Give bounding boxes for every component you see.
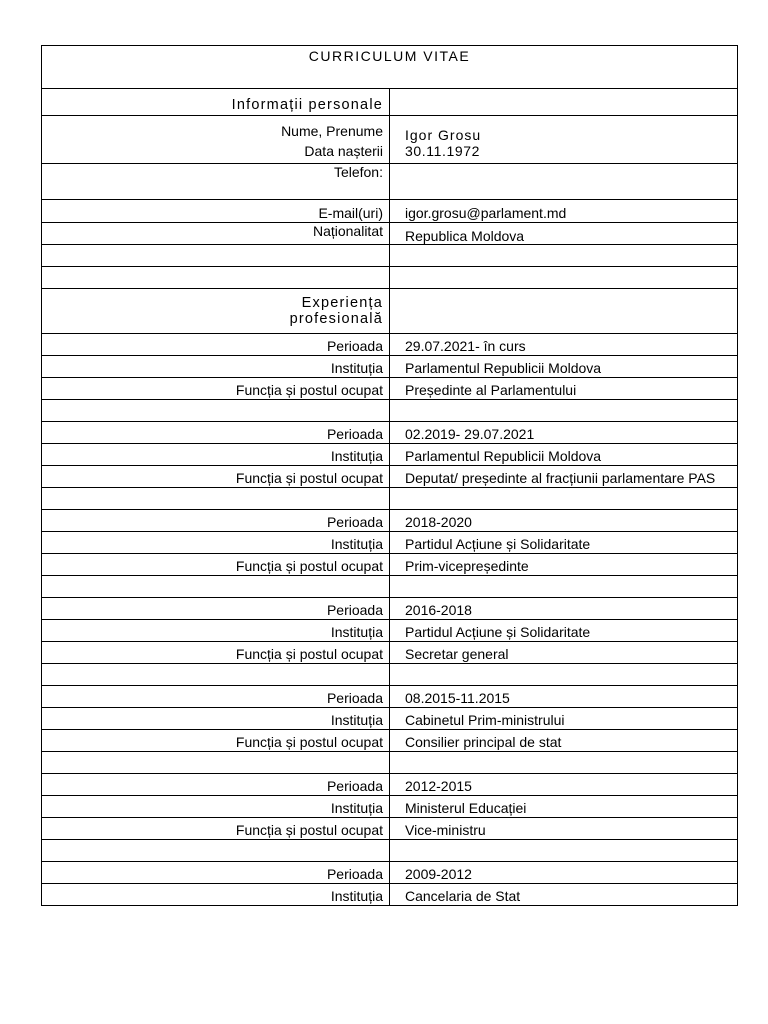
personal-heading: Informații personale (42, 89, 390, 116)
period-label: Perioada (42, 510, 390, 532)
institution-row (42, 796, 738, 818)
period-value: 2012-2015 (390, 774, 738, 796)
institution-label: Instituția (42, 708, 390, 730)
period-value: 2009-2012 (390, 862, 738, 884)
institution-label: Instituția (42, 532, 390, 554)
period-row (42, 598, 738, 620)
blank-row (42, 245, 738, 267)
institution-label: Instituția (42, 884, 390, 906)
function-label: Funcția și postul ocupat (42, 730, 390, 752)
function-value: Prim-vicepreședinte (390, 554, 738, 576)
name-birth-values (390, 116, 738, 164)
period-label: Perioada (42, 422, 390, 444)
phone-label: Telefon: (42, 164, 390, 200)
institution-value: Parlamentul Republicii Moldova (390, 356, 738, 378)
email-row (42, 200, 738, 223)
blank-row (42, 576, 738, 598)
function-row (42, 554, 738, 576)
period-value: 2016-2018 (390, 598, 738, 620)
phone-value (390, 164, 738, 200)
function-row (42, 378, 738, 400)
function-label: Funcția și postul ocupat (42, 466, 390, 488)
institution-row (42, 356, 738, 378)
blank-row (42, 752, 738, 774)
period-label: Perioada (42, 686, 390, 708)
period-label: Perioada (42, 862, 390, 884)
period-row (42, 334, 738, 356)
experience-heading (42, 289, 390, 334)
name-value: Igor Grosu (405, 127, 482, 143)
period-value: 02.2019- 29.07.2021 (390, 422, 738, 444)
period-row (42, 774, 738, 796)
institution-row (42, 708, 738, 730)
institution-value: Parlamentul Republicii Moldova (390, 444, 738, 466)
period-label: Perioada (42, 334, 390, 356)
function-value: Secretar general (390, 642, 738, 664)
experience-heading-line1: Experiența (301, 295, 383, 311)
institution-label: Instituția (42, 796, 390, 818)
nationality-value: Republica Moldova (390, 223, 738, 245)
nationality-row (42, 223, 738, 245)
name-label: Nume, Prenume (281, 123, 383, 139)
institution-row (42, 532, 738, 554)
nationality-label: Naționalitat (42, 223, 390, 245)
institution-row (42, 884, 738, 906)
title-row (42, 46, 738, 89)
blank-row (42, 664, 738, 686)
period-value: 08.2015-11.2015 (390, 686, 738, 708)
function-label: Funcția și postul ocupat (42, 378, 390, 400)
experience-heading-line2: profesională (289, 311, 383, 327)
period-label: Perioada (42, 598, 390, 620)
period-value: 2018-2020 (390, 510, 738, 532)
institution-value: Partidul Acțiune și Solidaritate (390, 532, 738, 554)
institution-value: Cancelaria de Stat (390, 884, 738, 906)
period-row (42, 862, 738, 884)
cv-title: CURRICULUM VITAE (42, 46, 738, 89)
institution-label: Instituția (42, 356, 390, 378)
institution-label: Instituția (42, 620, 390, 642)
birth-value: 30.11.1972 (405, 143, 481, 159)
phone-row (42, 164, 738, 200)
period-row (42, 510, 738, 532)
blank-row (42, 267, 738, 289)
institution-row (42, 620, 738, 642)
function-row (42, 642, 738, 664)
function-row (42, 818, 738, 840)
period-row (42, 686, 738, 708)
period-value: 29.07.2021- în curs (390, 334, 738, 356)
email-value: igor.grosu@parlament.md (390, 200, 738, 223)
function-value: Consilier principal de stat (390, 730, 738, 752)
function-row (42, 466, 738, 488)
name-birth-row (42, 116, 738, 164)
cv-table (41, 45, 738, 906)
function-label: Funcția și postul ocupat (42, 818, 390, 840)
institution-value: Cabinetul Prim-ministrului (390, 708, 738, 730)
period-label: Perioada (42, 774, 390, 796)
function-label: Funcția și postul ocupat (42, 642, 390, 664)
birth-label: Data nașterii (304, 143, 383, 159)
institution-label: Instituția (42, 444, 390, 466)
function-value: Președinte al Parlamentului (390, 378, 738, 400)
blank-row (42, 840, 738, 862)
institution-value: Partidul Acțiune și Solidaritate (390, 620, 738, 642)
institution-value: Ministerul Educației (390, 796, 738, 818)
blank-row (42, 400, 738, 422)
name-birth-labels (42, 116, 390, 164)
personal-heading-row (42, 89, 738, 116)
function-row (42, 730, 738, 752)
blank-row (42, 488, 738, 510)
period-row (42, 422, 738, 444)
email-label: E-mail(uri) (42, 200, 390, 223)
function-value: Vice-ministru (390, 818, 738, 840)
experience-heading-row (42, 289, 738, 334)
function-value: Deputat/ președinte al fracțiunii parlamentare PAS (390, 466, 738, 488)
function-label: Funcția și postul ocupat (42, 554, 390, 576)
institution-row (42, 444, 738, 466)
